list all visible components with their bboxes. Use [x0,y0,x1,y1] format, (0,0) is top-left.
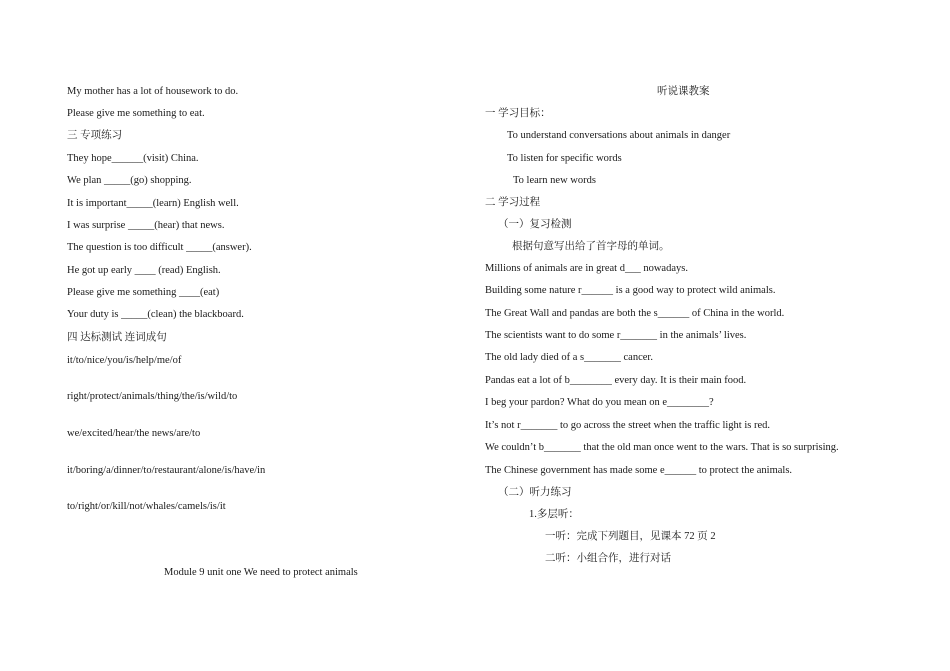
section-heading-1: 一 学习目标： [485,108,551,119]
objective-1: To understand conversations about animals in danger [507,130,731,141]
right-line-8: Millions of animals are in great d___ nowadays. [485,263,688,274]
left-line-11: Your duty is _____(clean) the blackboard. [67,309,244,320]
section-heading-3: 三 专项练习 [67,130,123,141]
right-line-16: We couldn’t b_______ that the old man once went to the wars. That is so surprising. [485,442,839,453]
objective-3: To learn new words [513,175,596,186]
left-line-2: Please give me something to eat. [67,108,205,119]
left-line-13: it/to/nice/you/is/help/me/of [67,355,182,366]
left-line-17: to/right/or/kill/not/whales/camels/is/it [67,501,226,512]
right-line-12: The old lady died of a s_______ cancer. [485,352,653,363]
listening-step: 1.多层听： [529,509,579,520]
right-line-17: The Chinese government has made some e______ to protect the animals. [485,465,793,476]
subsection-2: （二）听力练习 [498,487,572,498]
listening-first: 一听：完成下列题目，见课本 72 页 2 [545,531,716,542]
left-line-10: Please give me something ____(eat) [67,287,220,298]
left-line-16: it/boring/a/dinner/to/restaurant/alone/is/have/in [67,465,266,476]
objective-2: To listen for specific words [507,153,622,164]
right-line-11: The scientists want to do some r_______ in the animals’ lives. [485,330,747,341]
right-line-14: I beg your pardon? What do you mean on e________? [485,397,714,408]
left-line-9: He got up early ____ (read) English. [67,265,221,276]
left-footer: Module 9 unit one We need to protect animals [164,567,358,578]
subsection-1: （一）复习检测 [498,219,572,230]
left-line-6: It is important_____(learn) English well. [67,198,239,209]
section-heading-2: 二 学习过程 [485,197,541,208]
left-line-15: we/excited/hear/the news/are/to [67,428,201,439]
instruction: 根据句意写出给了首字母的单词。 [512,241,670,252]
right-line-15: It’s not r_______ to go across the street when the traffic light is red. [485,420,770,431]
left-line-5: We plan _____(go) shopping. [67,175,192,186]
listening-second: 二听：小组合作，进行对话 [545,553,671,564]
right-line-13: Pandas eat a lot of b________ every day. It is their main food. [485,375,747,386]
right-line-9: Building some nature r______ is a good way to protect wild animals. [485,285,776,296]
right-title: 听说课教案 [657,86,710,97]
left-line-8: The question is too difficult _____(answer). [67,242,252,253]
left-line-4: They hope______(visit) China. [67,153,199,164]
left-line-7: I was surprise _____(hear) that news. [67,220,225,231]
right-line-10: The Great Wall and pandas are both the s______ of China in the world. [485,308,785,319]
section-heading-4: 四 达标测试 连词成句 [67,332,167,343]
left-line-1: My mother has a lot of housework to do. [67,86,239,97]
left-line-14: right/protect/animals/thing/the/is/wild/to [67,391,238,402]
